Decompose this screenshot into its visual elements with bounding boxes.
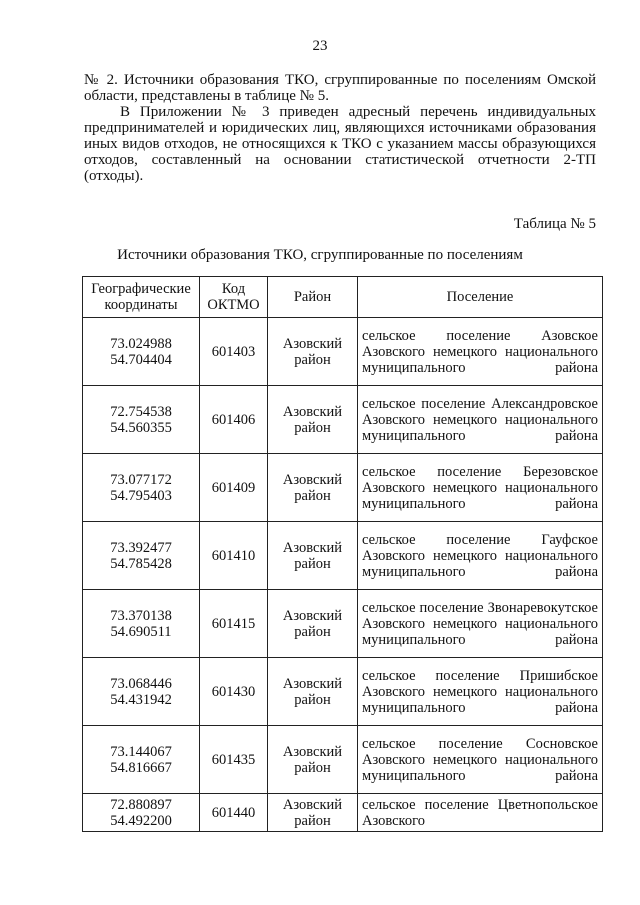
cell-coordinates bbox=[83, 386, 200, 454]
cell-coordinates bbox=[83, 726, 200, 794]
coord-lat: 54.690511 bbox=[110, 623, 172, 640]
cell-coordinates bbox=[83, 794, 200, 832]
settlements-table bbox=[82, 276, 603, 832]
coord-lon: 73.370138 bbox=[110, 607, 172, 624]
coord-lat: 54.785428 bbox=[110, 555, 172, 572]
table-caption: Источники образования ТКО, сгруппированные по поселениям bbox=[117, 247, 523, 263]
cell-rayon: Азовский район bbox=[268, 318, 358, 386]
coord-lon: 73.392477 bbox=[110, 539, 172, 556]
cell-oktmo: 601430 bbox=[200, 658, 268, 726]
coord-lon: 73.144067 bbox=[110, 743, 172, 760]
cell-coordinates bbox=[83, 318, 200, 386]
cell-settlement: сельское поселение Звонаревокутское Азовского немецкого национального муниципального района bbox=[358, 590, 603, 658]
cell-settlement: сельское поселение Александровское Азовского немецкого национального муниципального района bbox=[358, 386, 603, 454]
coord-lat: 54.431942 bbox=[110, 691, 172, 708]
coord-lon: 73.068446 bbox=[110, 675, 172, 692]
cell-oktmo: 601440 bbox=[200, 794, 268, 832]
page-number: 23 bbox=[312, 38, 328, 54]
cell-settlement: сельское поселение Гауфское Азовского немецкого национального муниципального района bbox=[358, 522, 603, 590]
cell-coordinates bbox=[83, 590, 200, 658]
cell-settlement: сельское поселение Пришибское Азовского немецкого национального муниципального района bbox=[358, 658, 603, 726]
coord-lat: 54.795403 bbox=[110, 487, 172, 504]
cell-oktmo: 601435 bbox=[200, 726, 268, 794]
cell-coordinates bbox=[83, 454, 200, 522]
table-header-row bbox=[83, 277, 603, 318]
cell-settlement: сельское поселение Сосновское Азовского немецкого национального муниципального района bbox=[358, 726, 603, 794]
table-row bbox=[83, 726, 603, 794]
cell-oktmo: 601406 bbox=[200, 386, 268, 454]
cell-coordinates bbox=[83, 522, 200, 590]
table-row bbox=[83, 590, 603, 658]
table-label: Таблица № 5 bbox=[513, 216, 596, 232]
table-row bbox=[83, 658, 603, 726]
table-row bbox=[83, 386, 603, 454]
cell-oktmo: 601415 bbox=[200, 590, 268, 658]
cell-coordinates bbox=[83, 658, 200, 726]
table-row bbox=[83, 522, 603, 590]
cell-oktmo: 601409 bbox=[200, 454, 268, 522]
coord-lat: 54.492200 bbox=[110, 812, 172, 829]
intro-text bbox=[84, 72, 596, 184]
coord-lon: 73.024988 bbox=[110, 335, 172, 352]
cell-settlement: сельское поселение Березовское Азовского немецкого национального муниципального района bbox=[358, 454, 603, 522]
table-row bbox=[83, 318, 603, 386]
table-row bbox=[83, 454, 603, 522]
coord-lat: 54.560355 bbox=[110, 419, 172, 436]
cell-rayon: Азовский район bbox=[268, 726, 358, 794]
paragraph-1: № 2. Источники образования ТКО, сгруппированные по поселениям Омской области, представлены в таблице № 5. bbox=[84, 72, 596, 104]
coord-lon: 73.077172 bbox=[110, 471, 172, 488]
paragraph-2: В Приложении № 3 приведен адресный перечень индивидуальных предпринимателей и юридических лиц, являющихся источниками образования иных видов отходов, не относящихся к ТКО с указанием массы образующихся отходов, составленный на основании статистической отчетности 2-ТП (отходы). bbox=[84, 104, 596, 184]
cell-oktmo: 601410 bbox=[200, 522, 268, 590]
cell-settlement: сельское поселение Азовское Азовского немецкого национального муниципального района bbox=[358, 318, 603, 386]
coord-lon: 72.880897 bbox=[110, 796, 172, 813]
table-row bbox=[83, 794, 603, 832]
cell-rayon: Азовский район bbox=[268, 590, 358, 658]
header-coordinates: Географические координаты bbox=[83, 277, 200, 318]
header-oktmo: Код ОКТМО bbox=[200, 277, 268, 318]
cell-settlement: сельское поселение Цветнопольское Азовского bbox=[358, 794, 603, 832]
coord-lat: 54.816667 bbox=[110, 759, 172, 776]
header-settlement: Поселение bbox=[358, 277, 603, 318]
cell-rayon: Азовский район bbox=[268, 522, 358, 590]
coord-lon: 72.754538 bbox=[110, 403, 172, 420]
header-rayon: Район bbox=[268, 277, 358, 318]
cell-rayon: Азовский район bbox=[268, 454, 358, 522]
cell-oktmo: 601403 bbox=[200, 318, 268, 386]
cell-rayon: Азовский район bbox=[268, 658, 358, 726]
cell-rayon: Азовский район bbox=[268, 794, 358, 832]
coord-lat: 54.704404 bbox=[110, 351, 172, 368]
cell-rayon: Азовский район bbox=[268, 386, 358, 454]
